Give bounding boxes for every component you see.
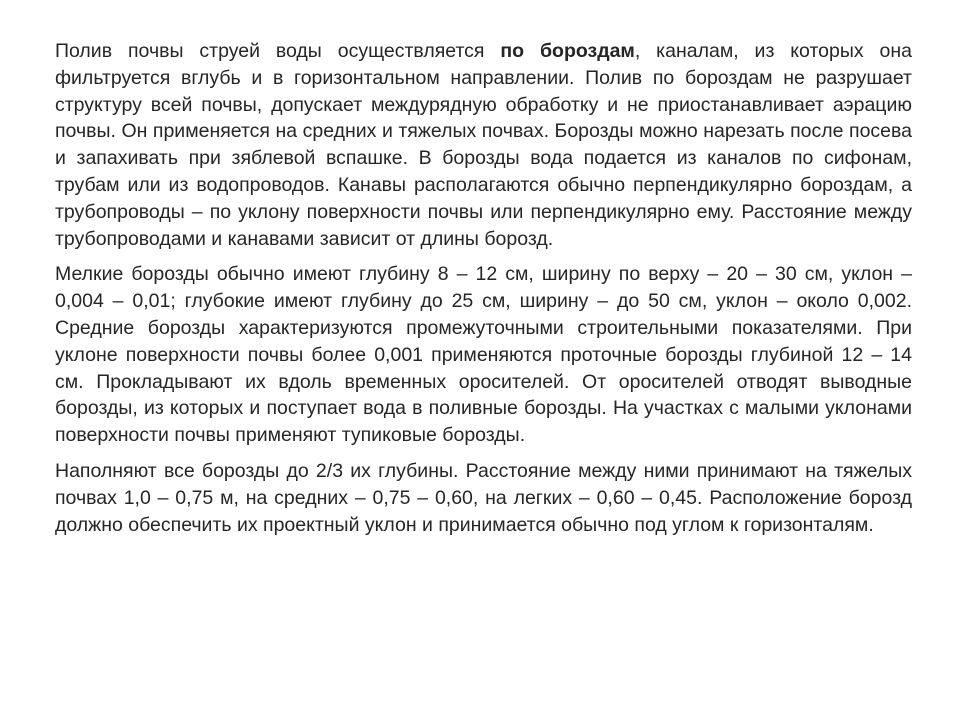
- slide-text-body: [55, 38, 912, 538]
- paragraph-1-body-text: , каналам, из которых она фильтруется вглубь и в горизонтальном направлении. Полив по бороздам не разрушает структуру всей почвы, допускает междурядную обработку и не приостанавливает аэрацию почвы. Он применяется на средних и тяжелых почвах. Борозды можно нарезать после посева и запахивать при зяблевой вспашке. В борозды вода подается из каналов по сифонам, трубам или из водопроводов. Канавы располагаются обычно перпендикулярно бороздам, а трубопроводы – по уклону поверхности почвы или перпендикулярно ему. Расстояние между трубопроводами и канавами зависит от длины борозд.: [55, 40, 912, 250]
- paragraph-furrow-irrigation-intro: [55, 38, 912, 252]
- paragraph-1-lead-text: Полив почвы струей воды осуществляется: [55, 40, 501, 62]
- bold-term-furrows: по бороздам: [500, 40, 635, 62]
- paragraph-furrow-dimensions: Мелкие борозды обычно имеют глубину 8 – 12 см, ширину по верху – 20 – 30 см, уклон – 0,004 – 0,01; глубокие имеют глубину до 25 см, ширину – до 50 см, уклон – около 0,002. Средние борозды характеризуются промежуточными строительными показателями. При уклоне поверхности почвы более 0,001 применяются проточные борозды глубиной 12 – 14 см. Прокладывают их вдоль временных оросителей. От оросителей отводят выводные борозды, из которых и поступает вода в поливные борозды. На участках с малыми уклонами поверхности почвы применяют тупиковые борозды.: [55, 263, 912, 447]
- paragraph-furrow-filling: Наполняют все борозды до 2/3 их глубины. Расстояние между ними принимают на тяжелых почвах 1,0 – 0,75 м, на средних – 0,75 – 0,60, на легких – 0,60 – 0,45. Расположение борозд должно обеспечить их проектный уклон и принимается обычно под углом к горизонталям.: [55, 459, 912, 536]
